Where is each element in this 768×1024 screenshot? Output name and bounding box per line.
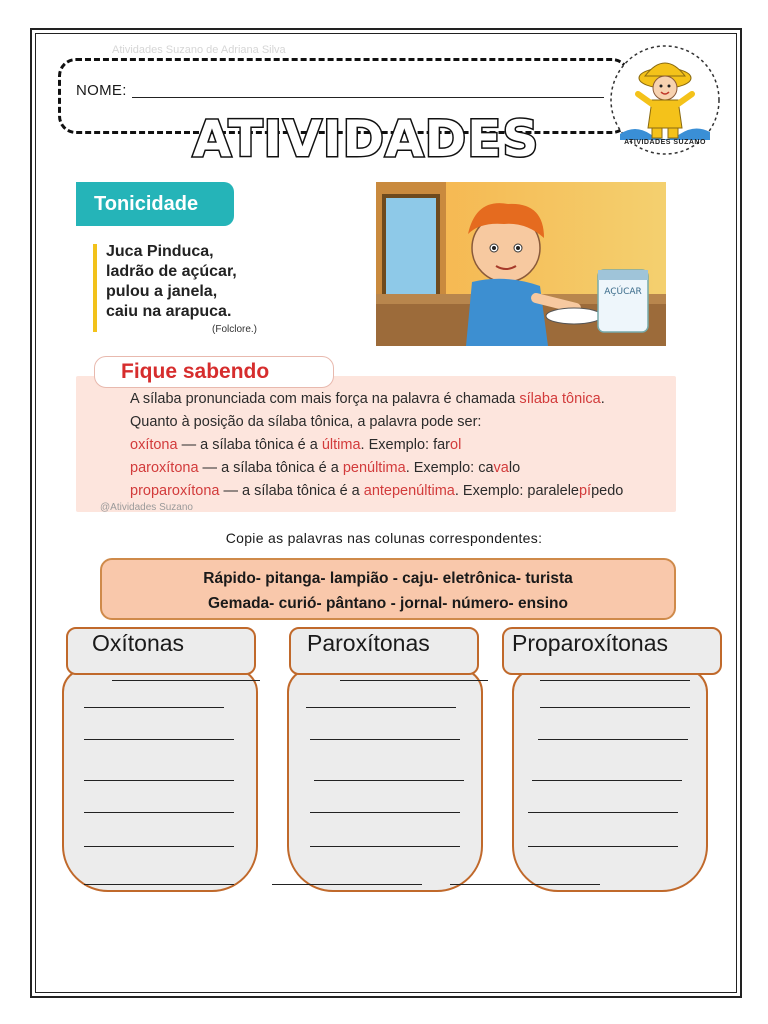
answer-line[interactable] <box>532 780 682 781</box>
poem-line: Juca Pinduca, <box>106 243 214 260</box>
watermark: Atividades Suzano de Adriana Silva <box>112 44 286 56</box>
poem-source: (Folclore.) <box>212 324 258 335</box>
rule-line-oxitona: oxítona — a sílaba tônica é a última. Exemplo: farol <box>130 437 462 453</box>
svg-text:ATIVIDADES: ATIVIDADES <box>192 110 540 168</box>
word-bank <box>100 558 676 620</box>
answer-line[interactable] <box>540 680 690 681</box>
rule-line-2: Quanto à posição da sílaba tônica, a palavra pode ser: <box>130 414 482 430</box>
poem-accent-bar <box>93 244 97 332</box>
answer-line[interactable] <box>538 739 688 740</box>
poem-line: caiu na arapuca. <box>106 303 232 320</box>
column-paroxitonas-header: Paroxítonas <box>289 627 479 675</box>
credit: @Atividades Suzano <box>100 502 193 513</box>
answer-line[interactable] <box>340 680 488 681</box>
rule-line-paroxitona: paroxítona — a sílaba tônica é a penúltima. Exemplo: cavalo <box>130 460 521 476</box>
column-oxitonas-header: Oxítonas <box>66 627 256 675</box>
instruction: Copie as palavras nas colunas correspondentes: <box>225 530 543 546</box>
answer-line[interactable] <box>310 739 460 740</box>
name-label: NOME: <box>76 82 127 99</box>
answer-line[interactable] <box>450 884 600 885</box>
answer-line[interactable] <box>84 812 234 813</box>
answer-line[interactable] <box>84 846 234 847</box>
word-bank-line: Rápido- pitanga- lampião - caju- eletrônica- turista <box>203 570 573 587</box>
word-bank-line: Gemada- curió- pântano - jornal- número- ensino <box>208 595 568 612</box>
svg-text:AÇÚCAR: AÇÚCAR <box>604 287 642 297</box>
answer-line[interactable] <box>528 846 678 847</box>
answer-line[interactable] <box>84 780 234 781</box>
answer-line[interactable] <box>112 680 260 681</box>
answer-line[interactable] <box>84 707 224 708</box>
rule-line-1: A sílaba pronunciada com mais força na palavra é chamada sílaba tônica. <box>130 391 605 407</box>
fique-sabendo-heading: Fique sabendo <box>94 356 334 388</box>
rule-line-proparoxitona: proparoxítona — a sílaba tônica é a antepenúltima. Exemplo: paralelepípedo <box>130 483 624 499</box>
fique-sabendo-text <box>130 388 623 503</box>
poem-line: pulou a janela, <box>106 283 218 300</box>
answer-line[interactable] <box>272 884 422 885</box>
answer-line[interactable] <box>306 707 456 708</box>
answer-line[interactable] <box>540 707 690 708</box>
answer-line[interactable] <box>84 884 234 885</box>
boy-sugar-illustration <box>376 182 666 346</box>
answer-line[interactable] <box>310 812 460 813</box>
page-title <box>176 108 556 172</box>
name-field[interactable] <box>132 97 604 98</box>
tonicidade-heading: Tonicidade <box>76 182 234 226</box>
column-proparoxitonas-header: Proparoxítonas <box>502 627 722 675</box>
answer-line[interactable] <box>310 846 460 847</box>
poem-line: ladrão de açúcar, <box>106 263 237 280</box>
poem <box>106 242 237 322</box>
answer-line[interactable] <box>528 812 678 813</box>
logo-caption: ATIVIDADES SUZANO <box>624 139 706 146</box>
answer-line[interactable] <box>314 780 464 781</box>
answer-line[interactable] <box>84 739 234 740</box>
